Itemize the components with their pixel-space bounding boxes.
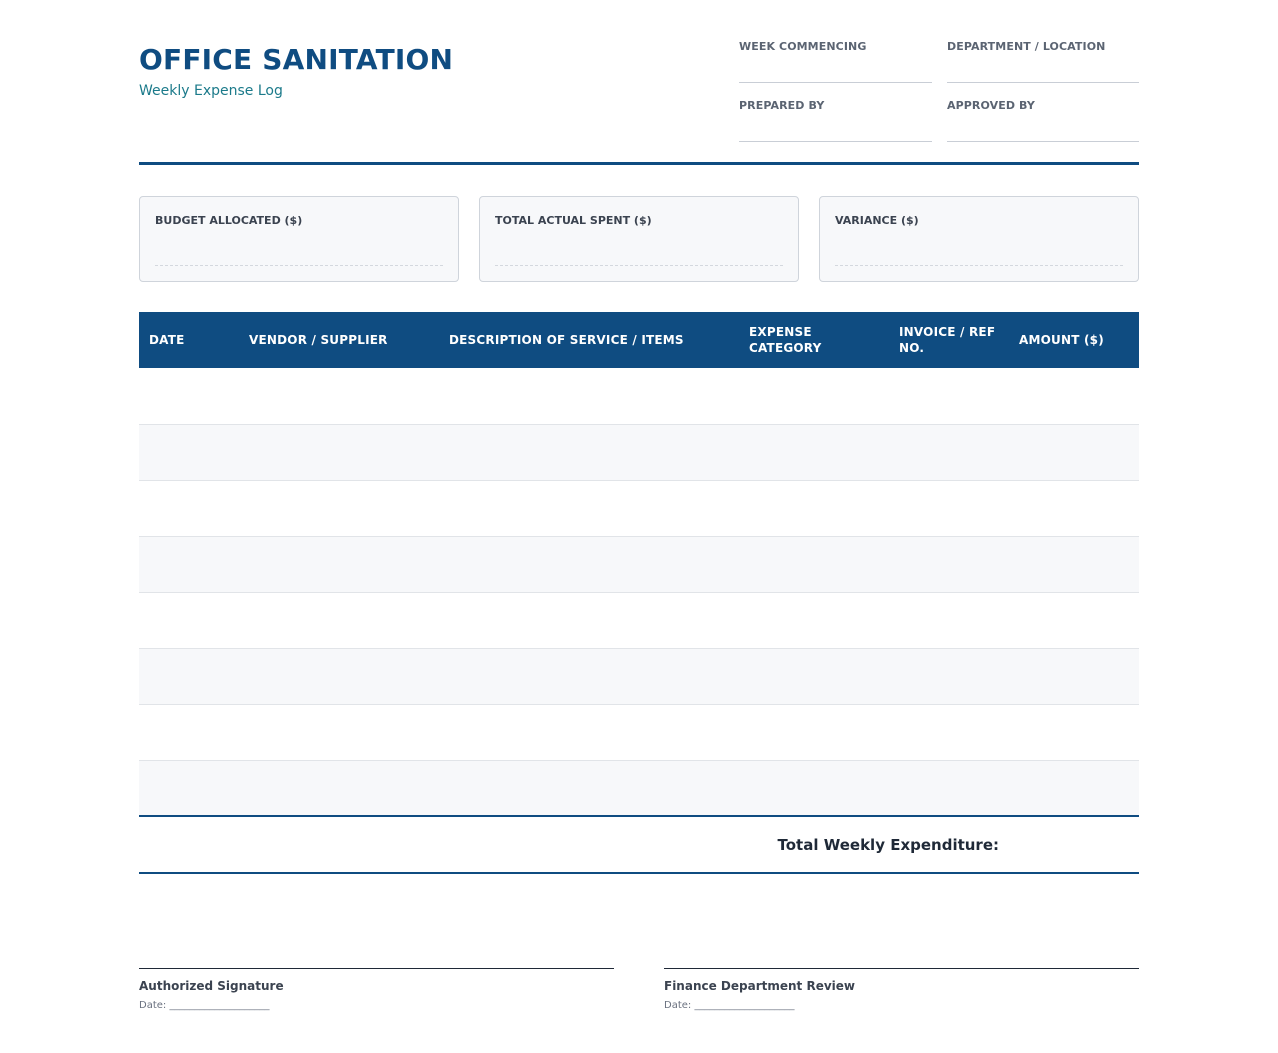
- variance-box[interactable]: [819, 196, 1139, 282]
- authorized-signature-block[interactable]: [139, 968, 614, 1012]
- authorized-signature-line: [139, 968, 614, 969]
- table-cell[interactable]: [139, 480, 239, 536]
- table-cell[interactable]: [439, 480, 739, 536]
- table-cell[interactable]: [739, 704, 889, 760]
- table-cell[interactable]: [1009, 760, 1139, 816]
- table-cell[interactable]: [239, 592, 439, 648]
- table-row: [139, 760, 1139, 816]
- approved-by-field[interactable]: [947, 99, 1139, 142]
- table-cell[interactable]: [239, 760, 439, 816]
- header-fields: [739, 40, 1139, 142]
- table-cell[interactable]: [1009, 480, 1139, 536]
- table-cell[interactable]: [739, 536, 889, 592]
- table-cell[interactable]: [139, 592, 239, 648]
- finance-review-title: Finance Department Review: [664, 979, 856, 993]
- total-actual-spent-line: [495, 265, 783, 266]
- table-cell[interactable]: [139, 368, 239, 424]
- table-cell[interactable]: [889, 536, 1009, 592]
- table-cell[interactable]: [139, 760, 239, 816]
- table-cell[interactable]: [739, 592, 889, 648]
- table-cell[interactable]: [739, 760, 889, 816]
- table-cell[interactable]: [739, 368, 889, 424]
- total-actual-spent-label: TOTAL ACTUAL SPENT ($): [495, 214, 652, 227]
- table-row: [139, 424, 1139, 480]
- table-cell[interactable]: [239, 648, 439, 704]
- table-cell[interactable]: [439, 368, 739, 424]
- table-cell[interactable]: [239, 480, 439, 536]
- total-actual-spent-box[interactable]: [479, 196, 799, 282]
- finance-review-line: [664, 968, 1139, 969]
- total-row: [139, 818, 1139, 874]
- table-cell[interactable]: [889, 424, 1009, 480]
- table-cell[interactable]: [889, 368, 1009, 424]
- summary-boxes: [139, 196, 1139, 282]
- column-header-vendor: VENDOR / SUPPLIER: [239, 312, 439, 368]
- finance-review-date: Date: ____________________: [664, 1000, 795, 1011]
- table-row: [139, 536, 1139, 592]
- table-cell[interactable]: [1009, 704, 1139, 760]
- table-cell[interactable]: [889, 480, 1009, 536]
- table-cell[interactable]: [439, 536, 739, 592]
- authorized-signature-title: Authorized Signature: [139, 979, 284, 993]
- column-header-invoice: INVOICE / REF NO.: [889, 312, 1009, 368]
- table-cell[interactable]: [889, 648, 1009, 704]
- table-cell[interactable]: [1009, 648, 1139, 704]
- approved-by-label: APPROVED BY: [947, 99, 1035, 112]
- column-header-amount: AMOUNT ($): [1009, 312, 1139, 368]
- department-location-field[interactable]: [947, 40, 1139, 83]
- authorized-signature-date: Date: ____________________: [139, 1000, 270, 1011]
- column-header-date: DATE: [139, 312, 239, 368]
- week-commencing-field[interactable]: [739, 40, 932, 83]
- table-cell[interactable]: [439, 424, 739, 480]
- table-cell[interactable]: [1009, 368, 1139, 424]
- table-cell[interactable]: [739, 648, 889, 704]
- expense-table-wrap: [139, 312, 1139, 817]
- table-cell[interactable]: [439, 592, 739, 648]
- table-cell[interactable]: [739, 424, 889, 480]
- column-header-category: EXPENSE CATEGORY: [739, 312, 889, 368]
- table-cell[interactable]: [1009, 592, 1139, 648]
- table-cell[interactable]: [439, 648, 739, 704]
- table-cell[interactable]: [139, 424, 239, 480]
- table-cell[interactable]: [739, 480, 889, 536]
- table-row: [139, 592, 1139, 648]
- table-cell[interactable]: [439, 704, 739, 760]
- table-cell[interactable]: [889, 760, 1009, 816]
- week-commencing-label: WEEK COMMENCING: [739, 40, 867, 53]
- table-row: [139, 480, 1139, 536]
- variance-label: VARIANCE ($): [835, 214, 919, 227]
- budget-allocated-label: BUDGET ALLOCATED ($): [155, 214, 303, 227]
- table-row: [139, 648, 1139, 704]
- table-cell[interactable]: [239, 704, 439, 760]
- header-divider: [139, 162, 1139, 165]
- table-cell[interactable]: [889, 704, 1009, 760]
- table-row: [139, 704, 1139, 760]
- table-cell[interactable]: [139, 648, 239, 704]
- variance-line: [835, 265, 1123, 266]
- budget-allocated-line: [155, 265, 443, 266]
- budget-allocated-box[interactable]: [139, 196, 459, 282]
- finance-review-block[interactable]: [664, 968, 1139, 1012]
- table-cell[interactable]: [1009, 424, 1139, 480]
- table-header-row: [139, 312, 1139, 368]
- department-location-label: DEPARTMENT / LOCATION: [947, 40, 1106, 53]
- table-cell[interactable]: [139, 704, 239, 760]
- table-cell[interactable]: [239, 424, 439, 480]
- page-title: OFFICE SANITATION: [139, 43, 454, 76]
- column-header-description: DESCRIPTION OF SERVICE / ITEMS: [439, 312, 739, 368]
- table-cell[interactable]: [239, 368, 439, 424]
- page-subtitle: Weekly Expense Log: [139, 83, 283, 99]
- title-block: [139, 42, 453, 100]
- table-cell[interactable]: [889, 592, 1009, 648]
- prepared-by-label: PREPARED BY: [739, 99, 825, 112]
- table-cell[interactable]: [139, 536, 239, 592]
- table-cell[interactable]: [439, 760, 739, 816]
- prepared-by-field[interactable]: [739, 99, 932, 142]
- table-row: [139, 368, 1139, 424]
- total-weekly-expenditure-label: Total Weekly Expenditure:: [777, 836, 999, 854]
- table-cell[interactable]: [1009, 536, 1139, 592]
- table-cell[interactable]: [239, 536, 439, 592]
- expense-table: [139, 312, 1139, 817]
